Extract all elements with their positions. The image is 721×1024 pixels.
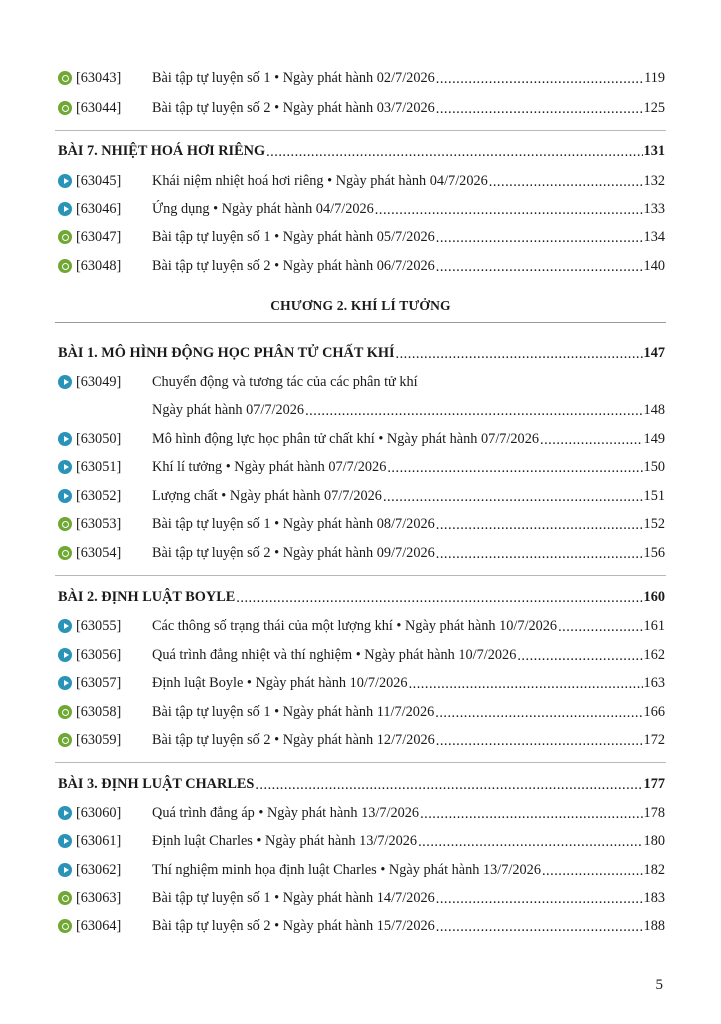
dot-leader bbox=[436, 517, 643, 534]
entry-title: Bài tập tự luyện số 1 • Ngày phát hành 14/7/2026 bbox=[152, 889, 435, 906]
entry-title: Các thông số trạng thái của một lượng khí • Ngày phát hành 10/7/2026 bbox=[152, 617, 558, 634]
entry-page: 133 bbox=[643, 200, 665, 217]
entry-title: Định luật Boyle • Ngày phát hành 10/7/2026 bbox=[152, 674, 408, 691]
toc-entry[interactable] bbox=[58, 97, 665, 119]
dot-leader bbox=[540, 432, 643, 449]
entry-code: [63057] bbox=[76, 674, 122, 691]
entry-title: Quá trình đẳng áp • Ngày phát hành 13/7/2026 bbox=[152, 804, 420, 821]
dot-leader bbox=[489, 174, 643, 191]
entry-title: Thí nghiệm minh họa định luật Charles • Ngày phát hành 13/7/2026 bbox=[152, 861, 541, 878]
entry-code: [63056] bbox=[76, 646, 122, 663]
toc-entry-continuation[interactable] bbox=[58, 399, 665, 421]
entry-code: [63055] bbox=[76, 617, 122, 634]
dot-leader bbox=[387, 460, 642, 477]
play-icon bbox=[58, 676, 72, 690]
entry-page: 151 bbox=[643, 487, 665, 504]
entry-page: 172 bbox=[643, 731, 665, 748]
lesson-page: 147 bbox=[643, 344, 665, 361]
entry-page: 119 bbox=[644, 69, 665, 86]
entry-page: 149 bbox=[643, 430, 665, 447]
play-icon bbox=[58, 432, 72, 446]
dot-leader bbox=[236, 590, 642, 607]
toc-entry[interactable] bbox=[58, 170, 665, 192]
entry-code: [63046] bbox=[76, 200, 122, 217]
toc-entry[interactable] bbox=[58, 428, 665, 450]
dot-leader bbox=[375, 202, 643, 219]
toc-entry[interactable] bbox=[58, 830, 665, 852]
toc-entry[interactable] bbox=[58, 198, 665, 220]
exercise-icon bbox=[58, 101, 72, 115]
toc-entry[interactable] bbox=[58, 644, 665, 666]
dot-leader bbox=[436, 259, 643, 276]
entry-page: 150 bbox=[643, 458, 665, 475]
dot-leader bbox=[396, 346, 643, 363]
chapter-rule bbox=[55, 322, 666, 323]
lesson-heading[interactable] bbox=[58, 586, 665, 608]
entry-page: 148 bbox=[643, 401, 665, 418]
dot-leader bbox=[255, 777, 642, 794]
entry-page: 140 bbox=[643, 257, 665, 274]
entry-code: [63045] bbox=[76, 172, 122, 189]
entry-page: 188 bbox=[643, 917, 665, 934]
lesson-heading[interactable] bbox=[58, 342, 665, 364]
entry-code: [63043] bbox=[76, 69, 122, 86]
dot-leader bbox=[542, 863, 643, 880]
entry-code: [63064] bbox=[76, 917, 122, 934]
dot-leader bbox=[558, 619, 642, 636]
entry-code: [63053] bbox=[76, 515, 122, 532]
entry-page: 182 bbox=[643, 861, 665, 878]
dot-leader bbox=[436, 230, 643, 247]
dot-leader bbox=[436, 71, 643, 88]
entry-title-continued: Ngày phát hành 07/7/2026 bbox=[152, 401, 305, 418]
dot-leader bbox=[436, 919, 643, 936]
dot-leader bbox=[409, 676, 643, 693]
dot-leader bbox=[436, 101, 643, 118]
lesson-heading[interactable] bbox=[58, 140, 665, 162]
entry-title: Bài tập tự luyện số 2 • Ngày phát hành 06/7/2026 bbox=[152, 257, 435, 274]
dot-leader bbox=[383, 489, 643, 506]
toc-entry[interactable] bbox=[58, 371, 665, 393]
play-icon bbox=[58, 648, 72, 662]
page-number: 5 bbox=[655, 977, 663, 993]
entry-page: 180 bbox=[643, 832, 665, 849]
entry-code: [63044] bbox=[76, 99, 122, 116]
entry-page: 156 bbox=[643, 544, 665, 561]
toc-entry[interactable] bbox=[58, 542, 665, 564]
lesson-page: 131 bbox=[643, 142, 665, 159]
entry-page: 166 bbox=[643, 703, 665, 720]
play-icon bbox=[58, 863, 72, 877]
exercise-icon bbox=[58, 517, 72, 531]
exercise-icon bbox=[58, 259, 72, 273]
toc-entry[interactable] bbox=[58, 672, 665, 694]
entry-title: Mô hình động lực học phân tử chất khí • Ngày phát hành 07/7/2026 bbox=[152, 430, 540, 447]
section-divider bbox=[55, 130, 666, 131]
play-icon bbox=[58, 834, 72, 848]
toc-entry[interactable] bbox=[58, 701, 665, 723]
lesson-title: BÀI 1. MÔ HÌNH ĐỘNG HỌC PHÂN TỬ CHẤT KHÍ bbox=[58, 344, 395, 361]
lesson-page: 177 bbox=[643, 775, 665, 792]
entry-code: [63049] bbox=[76, 373, 122, 390]
entry-code: [63058] bbox=[76, 703, 122, 720]
lesson-page: 160 bbox=[643, 588, 665, 605]
exercise-icon bbox=[58, 230, 72, 244]
lesson-title: BÀI 3. ĐỊNH LUẬT CHARLES bbox=[58, 775, 255, 792]
toc-entry[interactable] bbox=[58, 729, 665, 751]
play-icon bbox=[58, 375, 72, 389]
entry-page: 163 bbox=[643, 674, 665, 691]
entry-code: [63062] bbox=[76, 861, 122, 878]
entry-page: 132 bbox=[643, 172, 665, 189]
play-icon bbox=[58, 460, 72, 474]
entry-title: Bài tập tự luyện số 2 • Ngày phát hành 15/7/2026 bbox=[152, 917, 435, 934]
entry-title: Bài tập tự luyện số 2 • Ngày phát hành 12/7/2026 bbox=[152, 731, 435, 748]
toc-entry[interactable] bbox=[58, 485, 665, 507]
entry-code: [63051] bbox=[76, 458, 122, 475]
lesson-title: BÀI 7. NHIỆT HOÁ HƠI RIÊNG bbox=[58, 142, 266, 159]
section-divider bbox=[55, 762, 666, 763]
dot-leader bbox=[305, 403, 642, 420]
toc-entry[interactable] bbox=[58, 226, 665, 248]
entry-title: Bài tập tự luyện số 2 • Ngày phát hành 03/7/2026 bbox=[152, 99, 435, 116]
toc-entry[interactable] bbox=[58, 513, 665, 535]
entry-title: Khí lí tưởng • Ngày phát hành 07/7/2026 bbox=[152, 458, 387, 475]
lesson-title: BÀI 2. ĐỊNH LUẬT BOYLE bbox=[58, 588, 236, 605]
toc-entry[interactable] bbox=[58, 67, 665, 89]
exercise-icon bbox=[58, 919, 72, 933]
toc-entry[interactable] bbox=[58, 802, 665, 824]
entry-title: Lượng chất • Ngày phát hành 07/7/2026 bbox=[152, 487, 382, 504]
dot-leader bbox=[436, 733, 643, 750]
toc-entry[interactable] bbox=[58, 615, 665, 637]
lesson-heading[interactable] bbox=[58, 773, 665, 795]
toc-entry[interactable] bbox=[58, 456, 665, 478]
dot-leader bbox=[517, 648, 642, 665]
entry-page: 125 bbox=[643, 99, 665, 116]
entry-code: [63059] bbox=[76, 731, 122, 748]
chapter-title: CHƯƠNG 2. KHÍ LÍ TƯỞNG bbox=[270, 298, 451, 313]
entry-page: 134 bbox=[643, 228, 665, 245]
entry-code: [63054] bbox=[76, 544, 122, 561]
entry-code: [63060] bbox=[76, 804, 122, 821]
toc-entry[interactable] bbox=[58, 255, 665, 277]
entry-code: [63061] bbox=[76, 832, 122, 849]
dot-leader bbox=[436, 546, 643, 563]
entry-page: 178 bbox=[643, 804, 665, 821]
entry-title: Bài tập tự luyện số 1 • Ngày phát hành 11/7/2026 bbox=[152, 703, 435, 720]
entry-title: Bài tập tự luyện số 1 • Ngày phát hành 08/7/2026 bbox=[152, 515, 435, 532]
play-icon bbox=[58, 202, 72, 216]
dot-leader bbox=[436, 891, 643, 908]
toc-entry[interactable] bbox=[58, 887, 665, 909]
entry-page: 183 bbox=[643, 889, 665, 906]
dot-leader bbox=[420, 806, 642, 823]
entry-code: [63050] bbox=[76, 430, 122, 447]
entry-title: Định luật Charles • Ngày phát hành 13/7/2026 bbox=[152, 832, 418, 849]
entry-page: 152 bbox=[643, 515, 665, 532]
exercise-icon bbox=[58, 891, 72, 905]
entry-code: [63047] bbox=[76, 228, 122, 245]
exercise-icon bbox=[58, 71, 72, 85]
entry-page: 161 bbox=[643, 617, 665, 634]
exercise-icon bbox=[58, 705, 72, 719]
entry-page: 162 bbox=[643, 646, 665, 663]
entry-title: Khái niệm nhiệt hoá hơi riêng • Ngày phát hành 04/7/2026 bbox=[152, 172, 488, 189]
dot-leader bbox=[266, 144, 642, 161]
entry-title: Bài tập tự luyện số 1 • Ngày phát hành 02/7/2026 bbox=[152, 69, 435, 86]
entry-code: [63052] bbox=[76, 487, 122, 504]
dot-leader bbox=[435, 705, 642, 722]
play-icon bbox=[58, 806, 72, 820]
play-icon bbox=[58, 619, 72, 633]
play-icon bbox=[58, 489, 72, 503]
play-icon bbox=[58, 174, 72, 188]
entry-title: Chuyển động và tương tác của các phân tử khí bbox=[152, 373, 418, 390]
entry-title: Ứng dụng • Ngày phát hành 04/7/2026 bbox=[152, 200, 374, 217]
exercise-icon bbox=[58, 733, 72, 747]
exercise-icon bbox=[58, 546, 72, 560]
entry-code: [63048] bbox=[76, 257, 122, 274]
entry-title: Bài tập tự luyện số 1 • Ngày phát hành 05/7/2026 bbox=[152, 228, 435, 245]
section-divider bbox=[55, 575, 666, 576]
entry-title: Quá trình đẳng nhiệt và thí nghiệm • Ngày phát hành 10/7/2026 bbox=[152, 646, 517, 663]
toc-entry[interactable] bbox=[58, 915, 665, 937]
toc-entry[interactable] bbox=[58, 859, 665, 881]
entry-code: [63063] bbox=[76, 889, 122, 906]
dot-leader bbox=[418, 834, 642, 851]
entry-title: Bài tập tự luyện số 2 • Ngày phát hành 09/7/2026 bbox=[152, 544, 435, 561]
